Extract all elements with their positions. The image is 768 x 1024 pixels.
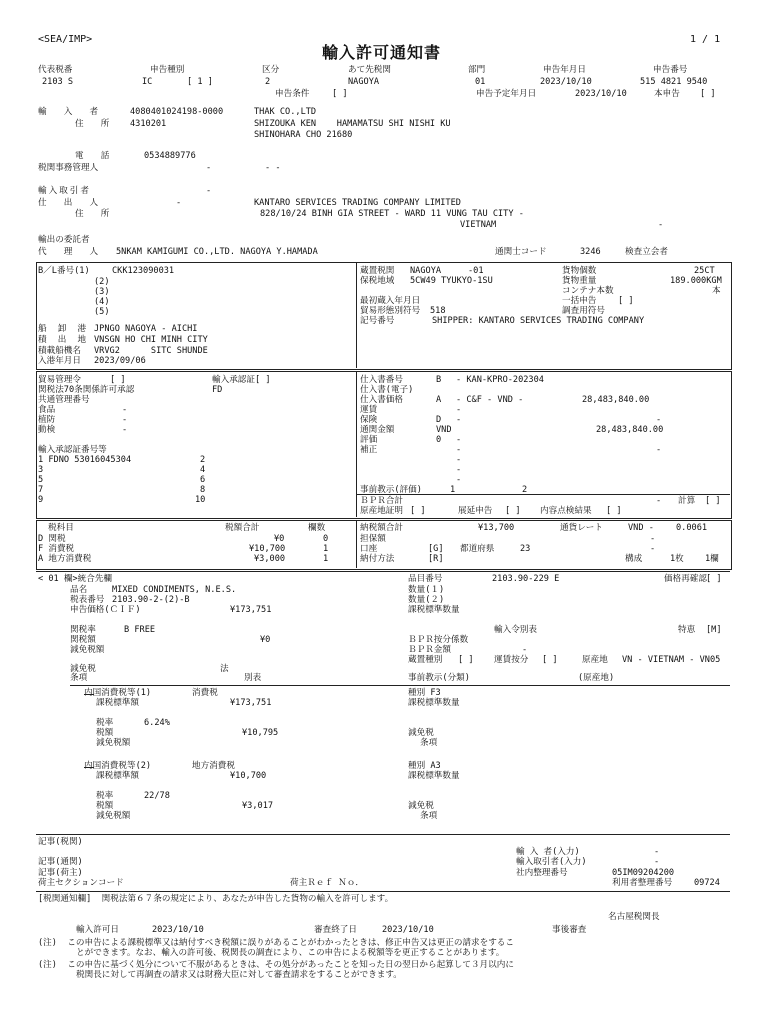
internal-ref-label: 社内整理番号 — [516, 868, 568, 878]
section-value: 01 — [475, 77, 486, 87]
tax-row-name: D 関税 — [38, 534, 66, 544]
bpr-factor-label: ＢＰＲ按分係数 — [408, 635, 469, 645]
bonded-office: NAGOYA — [410, 266, 442, 276]
legal-note-2b: 税関長に対して再調査の請求又は財務大臣に対して審査請求をすることができます。 — [76, 970, 402, 980]
subtax2-kind: 地方消費税 — [192, 761, 235, 771]
importer-address-1: SHIZOUKA KEN HAMAMATSU SHI NISHI KU — [254, 119, 451, 129]
blank-dash: - — [456, 465, 462, 475]
bpr-total-label: ＢＰＲ合計 — [360, 496, 403, 506]
bl-number-3: (3) — [94, 287, 110, 297]
subtax2-exempt-short: 減免税 — [408, 801, 434, 811]
agent-value: 5NKAM KAMIGUMI CO.,LTD. NAGOYA Y.HAMADA — [116, 247, 318, 257]
animal-label: 動検 — [38, 425, 56, 435]
qty2-label: 数量(２) — [408, 595, 445, 605]
container-unit: 本 — [712, 286, 721, 296]
calc-box: [ ] — [705, 496, 721, 506]
decl-type-box: [ 1 ] — [187, 77, 213, 87]
decl-type-label: 申告種別 — [150, 65, 185, 75]
invoice-price-type: A — [436, 395, 442, 405]
rate-label: 通貨レート — [560, 523, 603, 533]
customs-notice: [税関通知欄] 関税法第６７条の規定により、あなたが申告した貨物の輸入を許可します。 — [38, 894, 394, 904]
tax-row-count: 1 — [323, 554, 329, 564]
cif-label: 申告価格(ＣＩＦ) — [70, 605, 141, 615]
insurance-type: D — [436, 415, 442, 425]
rate-currency: VND - — [628, 523, 654, 533]
invoice-price-terms: - C&F - VND - — [456, 395, 524, 405]
divider — [36, 571, 730, 572]
bl-number-label: B／L番号(1) — [38, 266, 90, 276]
notes-customs-label: 記事(税関) — [38, 837, 83, 847]
shipper-ref-label: 荷主Ｒｅｆ Ｎｏ． — [290, 878, 364, 888]
bl-number-4: (4) — [94, 297, 110, 307]
shipper-name: KANTARO SERVICES TRADING COMPANY LIMITED — [254, 198, 461, 208]
insurance-value: - — [456, 415, 462, 425]
subtax2-rate-label: 税率 — [96, 791, 114, 801]
special-label: 特恵 — [678, 625, 696, 635]
subtax1-tax-label: 税額 — [96, 728, 114, 738]
subtax1-clause: 条項 — [420, 738, 438, 748]
importer-address-2: SHINOHARA CHO 21680 — [254, 130, 353, 140]
origin-country: VN - VIETNAM - VN05 — [622, 655, 721, 665]
prefecture-value: 23 — [520, 544, 531, 554]
prefecture-label: 都道府県 — [460, 544, 495, 554]
rate-value: 0.0061 — [676, 523, 708, 533]
account-dash: - — [650, 544, 656, 554]
subtax1-tax: ¥10,795 — [242, 728, 279, 738]
annex-label: 別表 — [244, 673, 262, 683]
shipper-dash: - — [658, 220, 664, 230]
approval-row: 3 — [38, 465, 44, 475]
main-decl-box: [ ] — [700, 89, 716, 99]
notes-shipper-label: 記事(荷主) — [38, 868, 83, 878]
subtax2-base: ¥10,700 — [230, 771, 267, 781]
shipper-address-label: 住 所 — [75, 209, 116, 219]
exam-code-label: 調査用符号 — [562, 306, 605, 316]
invoice-no: - KAN-KPRO-202304 — [456, 375, 544, 385]
bonded-office-label: 蔵置税関 — [360, 266, 395, 276]
importer-input-label: 輸 入 者(入力) — [516, 847, 580, 857]
first-in-label: 最初蔵入年月日 — [360, 296, 421, 306]
lump-label: 一括申告 — [562, 296, 597, 306]
notes-value: SHIPPER: KANTARO SERVICES TRADING COMPANY — [432, 316, 645, 326]
adjust-label: 補正 — [360, 445, 378, 455]
invoice-no-label: 仕入書番号 — [360, 375, 403, 385]
import-order-label: 輸入令別表 — [494, 625, 537, 635]
origin-cert-label: 原産地証明 — [360, 506, 403, 516]
origin-paren-label: (原産地) — [578, 673, 615, 683]
declared-label: 通関金額 — [360, 425, 395, 435]
decl-no-value: 515 4821 9540 — [640, 77, 708, 87]
approval-row-right: 2 — [200, 455, 206, 465]
decl-cond-box: [ ] — [332, 89, 348, 99]
user-ref-label: 利用者整理番号 — [612, 878, 673, 888]
insurance-label: 保険 — [360, 415, 378, 425]
approval-row-right: 10 — [195, 495, 206, 505]
customs70-label: 関税法70条関係許可承認 — [38, 385, 135, 395]
subtax2-tax-label: 税額 — [96, 801, 114, 811]
bonded-area: 5CW49 TYUKYO-1SU — [410, 276, 493, 286]
approval-row: 1 FDNO 53016045304 — [38, 455, 132, 465]
insurance-dash: - — [656, 415, 662, 425]
agent-label: 代 理 人 — [38, 247, 105, 257]
duty-exempt-label: 減免税額 — [70, 645, 105, 655]
category-value: 2 — [265, 77, 271, 87]
valuation-label: 評価 — [360, 435, 378, 445]
valuation-value: - — [456, 435, 462, 445]
bond-type-label: 蔵置種別 — [408, 655, 443, 665]
hs-label: 税表番号 — [70, 595, 105, 605]
duty-value: ¥0 — [260, 635, 271, 645]
adjust-value: - — [456, 445, 462, 455]
ruling-class-label: 事前教示(分類) — [408, 673, 470, 683]
decl-date-value: 2023/10/10 — [540, 77, 592, 87]
approval-row: 5 — [38, 475, 44, 485]
qty1-label: 数量(１) — [408, 585, 445, 595]
tax-summary-divider — [356, 520, 357, 568]
trade-mgmt-label: 貿易管理令 — [38, 375, 81, 385]
tax-row-amount: ¥0 — [274, 534, 285, 544]
notes-broker-label: 記事(通関) — [38, 857, 83, 867]
page-title: 輸入許可通知書 — [322, 43, 442, 62]
consignor-label: 輸出の委託者 — [38, 235, 90, 245]
tax-total-label: 税額合計 — [225, 523, 260, 533]
container-label: コンテナ本数 — [562, 286, 614, 296]
pay-method-label: 納付方法 — [360, 554, 395, 564]
subtax2-qty-label: 課税標準数量 — [408, 771, 460, 781]
importer-tel-label: 電 話 — [75, 151, 116, 161]
divider — [36, 891, 730, 892]
duty-rate-value: B FREE — [124, 625, 156, 635]
main-decl-label: 本申告 — [654, 89, 680, 99]
trade-code-label: 貿易形態別符号 — [360, 306, 421, 316]
composition-value: 1枚 — [670, 554, 684, 564]
arrival-value: 2023/09/06 — [94, 356, 146, 366]
legal-note-1a: (注) この申告による課税標準又は納付すべき税額に誤りがあることがわかったときは、修正申告又は更正の請求をするこ — [38, 938, 514, 948]
price-confirm-label: 価格再確認 — [664, 574, 707, 584]
blank-dash: - — [456, 475, 462, 485]
trader-label: 輸入取引者 — [38, 186, 91, 196]
divider — [84, 767, 94, 768]
content-check-label: 内容点検結果 — [540, 506, 592, 516]
invoice-price: 28,483,840.00 — [582, 395, 650, 405]
freight-alloc-label: 運賃按分 — [494, 655, 529, 665]
clause-col-label: 条項 — [70, 673, 88, 683]
trade-mgmt-box: [ ] — [110, 375, 126, 385]
dest-office-label: あて先税関 — [348, 65, 391, 75]
tax-manager-label: 税関事務管理人 — [38, 163, 99, 173]
permit-date-label: 輸入許可日 — [76, 925, 119, 935]
composition-value-2: 1欄 — [705, 554, 719, 564]
vessel-label: 積載船機名 — [38, 346, 81, 356]
tax-row-count: 1 — [323, 544, 329, 554]
origin-value: VNSGN HO CHI MINH CITY — [94, 335, 208, 345]
tax-row-name: F 消費税 — [38, 544, 75, 554]
item-code-label: 品目番号 — [408, 574, 443, 584]
notes-label: 記号番号 — [360, 316, 395, 326]
importer-postal: 4310201 — [130, 119, 167, 129]
packages-value: 25CT — [694, 266, 715, 276]
divider — [70, 685, 730, 686]
item-code: 2103.90-229 E — [492, 574, 560, 584]
item-name-label: 品名 — [70, 585, 88, 595]
subtax2-exempt-label: 減免税額 — [96, 811, 131, 821]
item-name: MIXED CONDIMENTS, N.E.S. — [112, 585, 237, 595]
post-exam-label: 事後審査 — [552, 925, 587, 935]
subtax1-rate-label: 税率 — [96, 718, 114, 728]
rep-tax-value: 2103 S — [42, 77, 74, 87]
trader-input: - — [654, 857, 660, 867]
importer-tel: 0534889776 — [144, 151, 196, 161]
bl-cargo-divider — [356, 262, 357, 368]
collateral-dash: - — [650, 534, 656, 544]
hs-value: 2103.90-2-(2)-B — [112, 595, 190, 605]
tax-manager-value-2: - - — [265, 163, 281, 173]
freight-label: 運賃 — [360, 405, 378, 415]
subtax1-rate: 6.24% — [144, 718, 170, 728]
packages-label: 貨物個数 — [562, 266, 597, 276]
lump-box: [ ] — [618, 296, 634, 306]
decl-type-value: IC — [142, 77, 153, 87]
exam-end-label: 審査終了日 — [314, 925, 357, 935]
subtax1-qty-label: 課税標準数量 — [408, 698, 460, 708]
permit-type-label: 輸入承認証 — [212, 375, 255, 385]
legal-note-1b: とができます。なお、輸入の許可後、税関長の調査により、この申告による税額等を更正することがあります。 — [76, 948, 505, 958]
trade-code: 518 — [430, 306, 446, 316]
tax-qty-label: 課税標準数量 — [408, 605, 460, 615]
shipper-section-label: 荷主セクションコード — [38, 878, 124, 888]
subtax1-type: 種別 F3 — [408, 688, 441, 698]
tax-row-count: 0 — [323, 534, 329, 544]
subtax2-type: 種別 A3 — [408, 761, 441, 771]
subtax2-clause: 条項 — [420, 811, 438, 821]
bl-number-2: (2) — [94, 277, 110, 287]
bl-number: CKK123090031 — [112, 266, 175, 276]
content-check-box: [ ] — [606, 506, 622, 516]
law-label: 法 — [220, 664, 229, 674]
tax-row-name: A 地方消費税 — [38, 554, 92, 564]
form-code: <SEA/IMP> — [38, 34, 93, 45]
decl-no-label: 申告番号 — [653, 65, 688, 75]
origin-country-label: 原産地 — [582, 655, 608, 665]
dest-office-value: NAGOYA — [348, 77, 380, 87]
pay-method-box: [R] — [428, 554, 444, 564]
shipper-label: 仕 出 人 — [38, 198, 105, 208]
subtax1-base: ¥173,751 — [230, 698, 272, 708]
importer-address-label: 住 所 — [75, 119, 116, 129]
declared-currency: VND — [436, 425, 452, 435]
bonded-office-no: -01 — [468, 266, 484, 276]
broker-code-label: 通関士コード — [495, 247, 547, 257]
sched-date-label: 申告予定年月日 — [476, 89, 537, 99]
bpr-amount-dash: - — [522, 645, 528, 655]
port-label: 船 卸 港 — [38, 324, 90, 334]
approval-row: 7 — [38, 485, 44, 495]
vessel-value: VRVG2 SITC SHUNDE — [94, 346, 208, 356]
subtax2-label: 内国消費税等(2) — [84, 761, 152, 771]
page-number: 1 / 1 — [690, 34, 721, 45]
permit-type-box: [ ] — [255, 375, 271, 385]
trader-value: - — [206, 186, 212, 196]
bonded-area-label: 保税地域 — [360, 276, 395, 286]
tax-row-amount: ¥3,000 — [254, 554, 286, 564]
rep-tax-label: 代表税番 — [38, 65, 73, 75]
decl-cond-label: 申告条件 — [275, 89, 310, 99]
food-value: - — [122, 405, 128, 415]
tax-count-label: 欄数 — [308, 523, 326, 533]
calc-label: 計算 — [678, 496, 696, 506]
decl-date-label: 申告年月日 — [543, 65, 586, 75]
subtax1-kind: 消費税 — [192, 688, 218, 698]
duty-rate-label: 関税率 — [70, 625, 96, 635]
origin-cert-box: [ ] — [410, 506, 426, 516]
account-label: 口座 — [360, 544, 378, 554]
subtax1-exempt-short: 減免税 — [408, 728, 434, 738]
price-confirm-box: [ ] — [706, 574, 722, 584]
duty-label: 関税額 — [70, 635, 96, 645]
declared-value: 28,483,840.00 — [596, 425, 664, 435]
animal-value: - — [122, 425, 128, 435]
broker-code: 3246 — [580, 247, 601, 257]
tax-item-label: 税科目 — [48, 523, 74, 533]
account-box: [G] — [428, 544, 444, 554]
internal-ref: 05IM09204200 — [612, 868, 675, 878]
adjust-dash: - — [656, 445, 662, 455]
common-mgmt-label: 共通管理番号 — [38, 395, 90, 405]
invoice-type: B — [436, 375, 442, 385]
blank-dash: - — [456, 455, 462, 465]
approval-row-right: 6 — [200, 475, 206, 485]
food-label: 食品 — [38, 405, 56, 415]
shipper-code: - — [176, 198, 182, 208]
ruling-1: 1 — [450, 485, 456, 495]
origin-label: 積 出 地 — [38, 335, 90, 345]
subtax1-exempt-label: 減免税額 — [96, 738, 131, 748]
subtax1-base-label: 課税標準額 — [96, 698, 139, 708]
payable-label: 納税額合計 — [360, 523, 403, 533]
section-label: 部門 — [468, 65, 486, 75]
divider — [84, 694, 94, 695]
freight-alloc-box: [ ] — [542, 655, 558, 665]
advance-ruling-label: 事前教示(評価) — [360, 485, 422, 495]
subtax2-rate: 22/78 — [144, 791, 170, 801]
importer-label: 輸 入 者 — [38, 107, 105, 117]
importer-name: THAK CO.,LTD — [254, 107, 317, 117]
customs70-value: FD — [212, 385, 223, 395]
weight-label: 貨物重量 — [562, 276, 597, 286]
category-label: 区分 — [262, 65, 280, 75]
composition-label: 構成 — [625, 554, 643, 564]
exempt-label: 減免税 — [70, 664, 96, 674]
legal-note-2a: (注) この申告に基づく処分について不服があるときは、その処分があったことを知った日の翌日から起算して３月以内に — [38, 960, 514, 970]
user-ref: 09724 — [694, 878, 720, 888]
tax-manager-value: - — [206, 163, 212, 173]
valuation-type: 0 — [436, 435, 442, 445]
shipper-country: VIETNAM — [460, 220, 497, 230]
tax-row-amount: ¥10,700 — [249, 544, 286, 554]
bpr-amount-label: ＢＰＲ金額 — [408, 645, 451, 655]
plant-value: - — [122, 415, 128, 425]
bl-number-5: (5) — [94, 307, 110, 317]
approval-row-right: 8 — [200, 485, 206, 495]
approval-row: 9 — [38, 495, 44, 505]
exam-end: 2023/10/10 — [382, 925, 434, 935]
ruling-2: 2 — [522, 485, 528, 495]
bond-type-box: [ ] — [458, 655, 474, 665]
inspector-label: 検査立会者 — [625, 247, 668, 257]
bpr-dash: - — [656, 496, 662, 506]
payable-value: ¥13,700 — [478, 523, 515, 533]
collateral-label: 担保額 — [360, 534, 386, 544]
freight-value: - — [456, 405, 462, 415]
special-box: [M] — [706, 625, 722, 635]
weight-value: 189.000KGM — [670, 276, 722, 286]
importer-input: - — [654, 847, 660, 857]
subtax1-label: 内国消費税等(1) — [84, 688, 152, 698]
approval-row-right: 4 — [200, 465, 206, 475]
permit-invoice-divider — [356, 371, 357, 517]
invoice-e-label: 仕入書(電子) — [360, 385, 414, 395]
trader-input-label: 輸入取引者(入力) — [516, 857, 587, 867]
approval-no-label: 輸入承認証番号等 — [38, 445, 107, 455]
invoice-price-label: 仕入書価格 — [360, 395, 403, 405]
plant-label: 植防 — [38, 415, 56, 425]
arrival-label: 入港年月日 — [38, 356, 81, 366]
sched-date-value: 2023/10/10 — [575, 89, 627, 99]
deferral-box: [ ] — [505, 506, 521, 516]
divider — [36, 834, 730, 835]
shipper-address: 828/10/24 BINH GIA STREET - WARD 11 VUNG TAU CITY - — [260, 209, 524, 219]
item-line-label: < 01 欄>統合先欄 — [38, 574, 113, 584]
cif-value: ¥173,751 — [230, 605, 272, 615]
importer-code: 4080401024198-0000 — [130, 107, 224, 117]
subtax2-base-label: 課税標準額 — [96, 771, 139, 781]
permit-date: 2023/10/10 — [152, 925, 204, 935]
customs-director: 名古屋税関長 — [608, 912, 660, 922]
deferral-label: 展延申告 — [458, 506, 493, 516]
port-value: JPNGO NAGOYA - AICHI — [94, 324, 198, 334]
subtax2-tax: ¥3,017 — [242, 801, 274, 811]
